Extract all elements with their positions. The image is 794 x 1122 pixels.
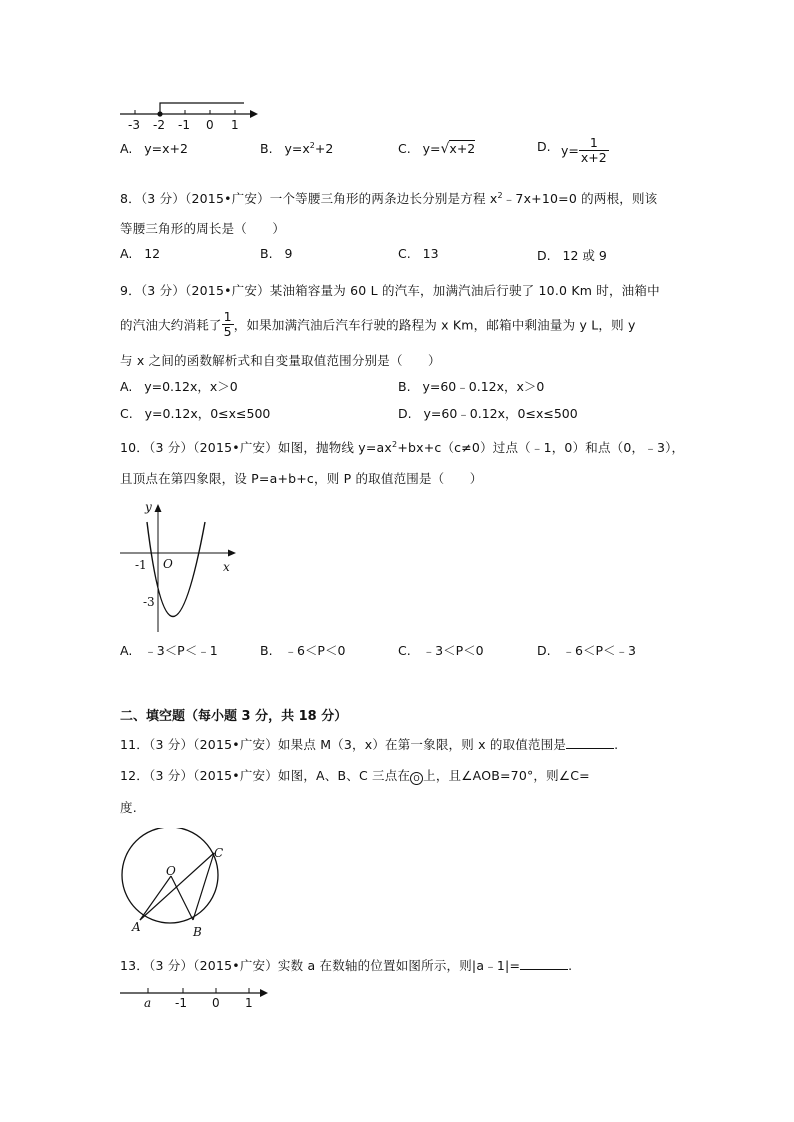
q10-line1: 10．（3 分）（2015•广安）如图，抛物线 $y=ax^2+bx+c(c\ne 0)$过点（﹣1，0）和点（0，﹣3），: [120, 439, 685, 455]
parabola-figure: [115, 498, 240, 638]
fig10-x-label: x: [223, 560, 230, 574]
q7-option-d: D.: [537, 139, 551, 154]
fig13-a-label: a: [144, 996, 152, 1010]
fig12-b-label: B: [193, 925, 202, 939]
q13: 13．（3 分）（2015•广安）实数 a 在数轴的位置如图所示，则|a﹣1|= .: [120, 958, 573, 973]
tick-one: 1: [231, 118, 239, 132]
tick-zero: 0: [206, 118, 214, 132]
section-heading-fill-in: 二、填空题（每小题 3 分，共 18 分）: [120, 709, 348, 724]
q8-line2: 等腰三角形的周长是（ ）: [120, 221, 286, 236]
q9-line2: 的汽油大约消耗了 $\frac{1}{5}$ ，如果加满汽油后汽车行驶的路程为 x Km，邮箱中剩油量为 y L，则 y: [120, 309, 636, 339]
q12-line1: 12．（3 分）（2015•广安）如图，A、B、C 三点在 O 上，且∠AOB=70°，则∠C=: [120, 768, 590, 783]
q9-line3: 与 x 之间的函数解析式和自变量取值范围分别是（ ）: [120, 353, 441, 368]
sqrt-icon: √: [440, 141, 450, 157]
circle-o-symbol: O: [410, 772, 423, 785]
fig12-a-label: A: [132, 920, 141, 934]
q7-option-a: A. y=x+2: [120, 141, 188, 156]
tick-neg1: -1: [178, 118, 190, 132]
q9-option-c: C. y=0.12x，0≤x≤500: [120, 406, 271, 421]
q8-option-d: D. 12 或 9: [537, 248, 607, 263]
fig12-c-label: C: [214, 846, 224, 860]
q8-option-b: B. 9: [260, 246, 293, 261]
fig13-zero-label: 0: [212, 996, 220, 1010]
fig10-origin-label: O: [163, 557, 173, 571]
q9-line1: 9．（3 分）（2015•广安）某油箱容量为 60 L 的汽车，加满汽油后行驶了 10.0 Km 时，油箱中: [120, 283, 660, 298]
tick-neg3: -3: [128, 118, 140, 132]
fraction-one-fifth: $\frac{1}{5}$: [223, 309, 232, 339]
q7-option-b: B. $y=x^2+2$: [260, 141, 334, 157]
q13-answer-blank[interactable]: [520, 957, 568, 970]
q10-option-d: D. ﹣6＜P＜﹣3: [537, 643, 636, 658]
q8-line1: 8．（3 分）（2015•广安）一个等腰三角形的两条边长分别是方程 $x^2﹣7x+10=0$ 的两根，则该: [120, 190, 658, 206]
fig12-o-label: O: [166, 864, 176, 878]
q8-option-c: C. 13: [398, 246, 439, 261]
q7-option-d-expr: y= $\frac{1}{x+2}$: [561, 135, 607, 165]
q9-option-b: B. y=60﹣0.12x，x＞0: [398, 379, 545, 394]
q9-option-d: D. y=60﹣0.12x，0≤x≤500: [398, 406, 578, 421]
circle-figure: [115, 828, 230, 928]
fig10-neg1-label: -1: [135, 558, 147, 572]
q10-line2: 且顶点在第四象限，设 P=a+b+c，则 P 的取值范围是（ ）: [120, 471, 483, 486]
tick-neg2: -2: [153, 118, 165, 132]
q10-option-c: C. ﹣3＜P＜0: [398, 643, 484, 658]
q11-answer-blank[interactable]: [566, 736, 614, 749]
q12-line2: 度.: [120, 800, 137, 815]
q8-option-a: A. 12: [120, 246, 161, 261]
fig10-neg3-label: -3: [143, 595, 155, 609]
fig13-one-label: 1: [245, 996, 253, 1010]
q10-option-a: A. ﹣3＜P＜﹣1: [120, 643, 218, 658]
fig10-y-label: y: [145, 500, 152, 514]
q11: 11．（3 分）（2015•广安）如果点 M（3，x）在第一象限，则 x 的取值范围是 .: [120, 737, 619, 752]
q10-option-b: B. ﹣6＜P＜0: [260, 643, 346, 658]
q7-option-c: C. y=√x+2: [398, 141, 476, 157]
q9-option-a: A. y=0.12x，x＞0: [120, 379, 238, 394]
fig13-neg1-label: -1: [175, 996, 187, 1010]
